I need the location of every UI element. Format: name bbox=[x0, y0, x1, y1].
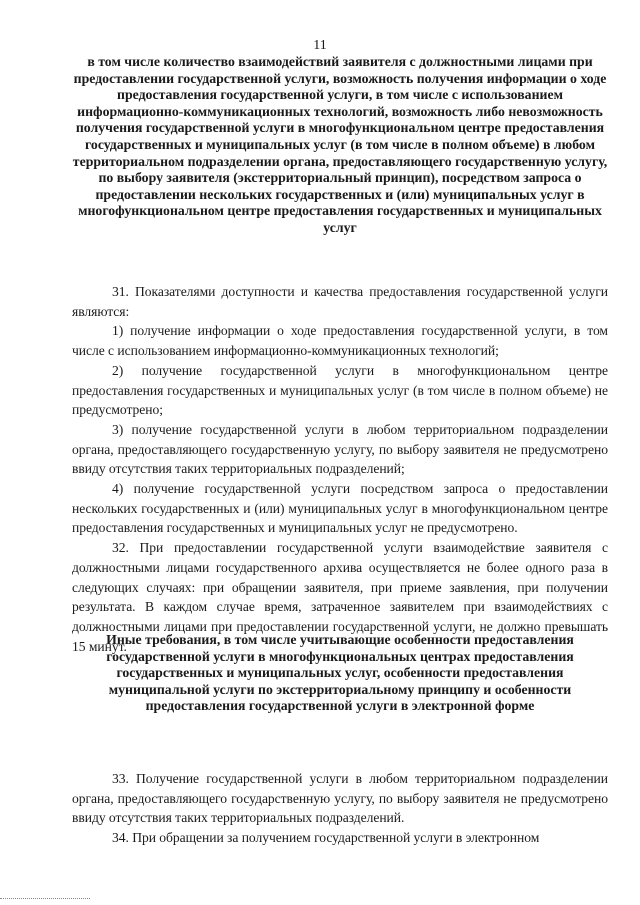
body-block bbox=[72, 769, 608, 848]
page-edge-rule bbox=[0, 898, 90, 899]
list-item-4: 4) получение государственной услуги посредством запроса о предоставлении нескольких государственных и (или) муниципальных услуг в многофункциональном центре предоставления государственных и муниципальных услуг не предусмотрено. bbox=[72, 481, 608, 536]
paragraph-34: 34. При обращении за получением государственной услуги в электронном bbox=[112, 830, 540, 846]
page-number: 11 bbox=[313, 38, 327, 53]
list-item-2: 2) получение государственной услуги в многофункциональном центре предоставления государственных и муниципальных услуг (в том числе в полном объеме) не предусмотрено; bbox=[72, 362, 608, 418]
paragraph-32: 32. При предоставлении государственной услуги взаимодействие заявителя с должностными лицами государственного архива осуществляется не более одного раза в следующих случаях: при обращении заявителя, при приеме заявления, при получении результата. В каждом случае время, затраченное заявителем при взаимодействиях с должностными лицами при предоставлении государственной услуги, не должно превышать 15 минут. bbox=[72, 540, 608, 654]
list-item-1: 1) получение информации о ходе предоставления государственной услуги, в том числе с использованием информационно-коммуникационных технологий; bbox=[72, 323, 608, 359]
section-heading: Иные требования, в том числе учитывающие особенности предоставления государственной услуги в многофункциональных центрах предоставления государственных и муниципальных услуг, особенности предоставления муниципальной услуги по экстерриториальному принципу и особенности предоставления государственной услуги в электронной форме bbox=[106, 632, 574, 714]
list-item-3: 3) получение государственной услуги в любом территориальном подразделении органа, предоставляющего государственную услугу, по выбору заявителя не предусмотрено ввиду отсутствия таких территориальных подразделений; bbox=[72, 421, 608, 477]
paragraph-31: 31. Показателями доступности и качества предоставления государственной услуги являются: bbox=[72, 284, 608, 319]
section-heading: в том числе количество взаимодействий заявителя с должностными лицами при предоставлении государственной услуги, возможность получения информации о ходе предоставления государственной услуги, в том числе с использованием информационно-коммуникационных технологий, возможность либо невозможность получения государственной услуги в многофункциональном центре предоставления государственных и муниципальных услуг (в том числе в полном объеме) в любом территориальном подразделении органа, предоставляющего государственную услугу, по выбору заявителя (экстерриториальный принцип), посредством запроса о предоставлении нескольких государственных и (или) муниципальных услуг в многофункциональном центре предоставления государственных и муниципальных услуг bbox=[72, 54, 608, 235]
body-block bbox=[72, 282, 608, 656]
paragraph-33: 33. Получение государственной услуги в любом территориальном подразделении органа, предоставляющего государственную услугу, по выбору заявителя не предусмотрено ввиду отсутствия таких территориальных подразделений. bbox=[72, 771, 608, 826]
